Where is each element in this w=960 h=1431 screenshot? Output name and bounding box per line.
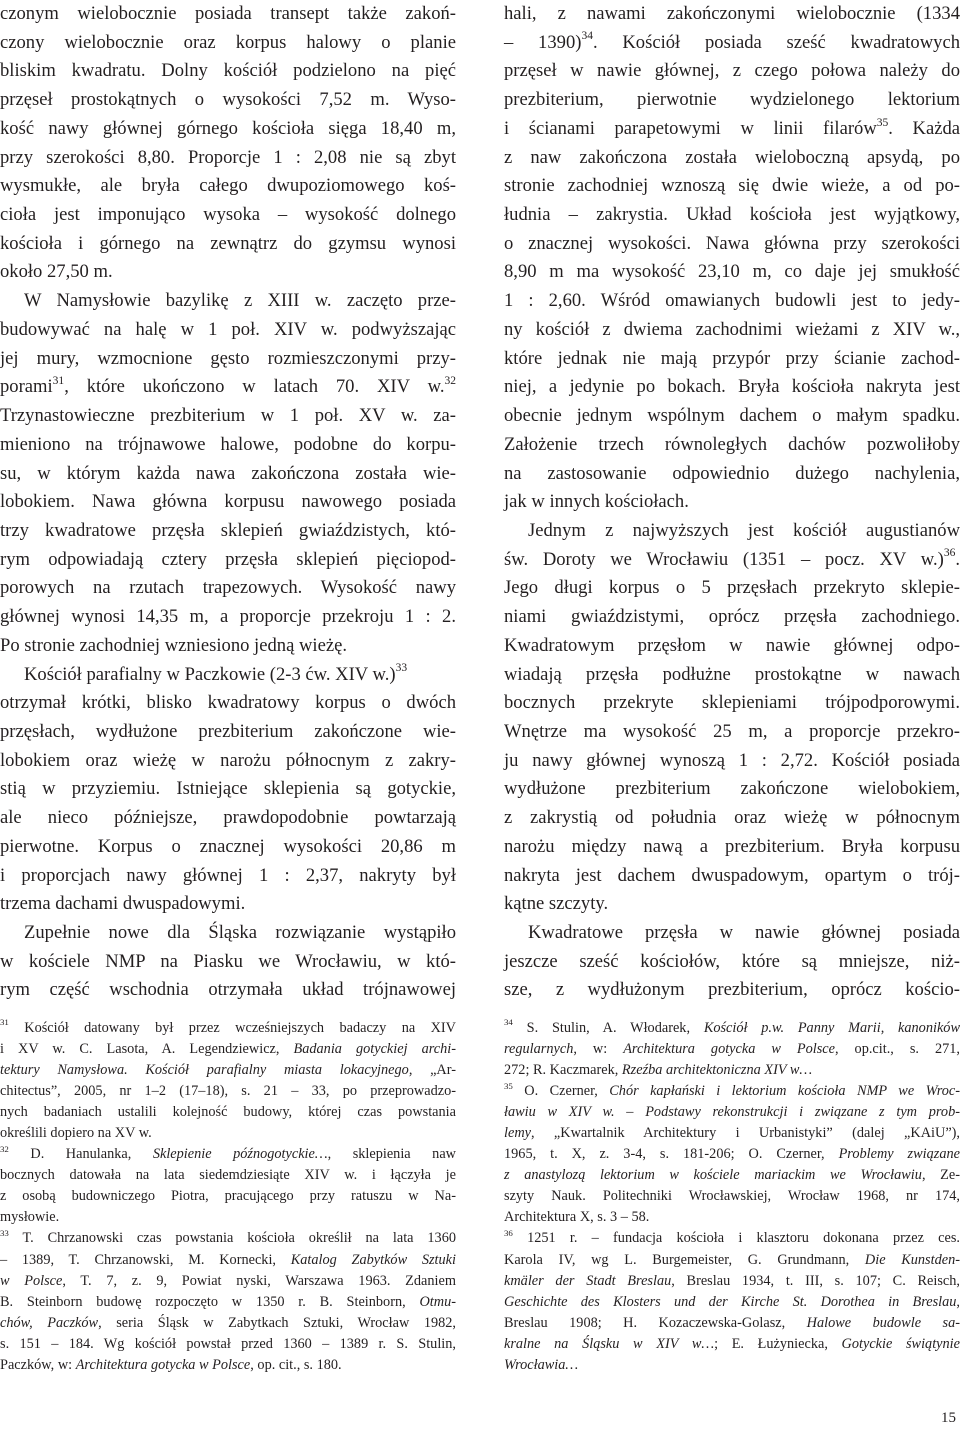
footnote-line: kralne na Śląsku w XIV w…; E. Łużyniecka, Gotyckie świątynie <box>504 1335 960 1352</box>
footnote-line: $^{31}$ Kościół datowany był przez wcześniejszych badaczy na XIV <box>0 1017 456 1036</box>
text-line: Zupełnie nowe dla Śląska rozwiązanie wystąpiło <box>24 922 456 943</box>
footnote-ref: 33 <box>395 662 408 675</box>
text-line: ju nawy głównej wynoszą 1 : 2,72. Kościół posiada <box>504 749 960 771</box>
text-line: Kwadratowym przęsłom w nawie głównej odpo- <box>504 634 960 656</box>
text-line: i ścianami parapetowymi w linii filarów$^{35}$. Każda <box>504 116 960 139</box>
text-line: sze, z wydłużonym prezbiterium, oprócz kościo- <box>504 979 960 1001</box>
text-line: mieniono na trójnawowe halowe, podobne do korpu- <box>0 433 456 455</box>
text-line: narożu między nawą a prezbiterium. Bryła korpusu <box>504 835 960 857</box>
text-line: bliskim kwadratu. Dolny kościół podzielono na pięć <box>0 60 456 82</box>
text-line: Kościół parafialny w Paczkowie (2-3 ćw. XIV w.)$^{33}$ <box>24 662 408 685</box>
text-line: o znacznej wysokości. Nawa główna przy szerokości <box>504 232 960 254</box>
text-line: Założenie trzech równoległych dachów pozwoliłoby <box>504 433 960 455</box>
text-line: 1 : 2,60. Wśród omawianych budowli jest to jedy- <box>504 290 960 312</box>
text-line: które jednak nie mają przypór przy ścianie zachod- <box>504 347 960 369</box>
footnote-line: Geschichte des Klosters und der Kirche St. Dorothea in Breslau, <box>504 1293 960 1310</box>
footnote-ref: 32 <box>444 375 456 388</box>
text-line: rym odpowiadają cztery przęsła sklepień pięciopod- <box>0 548 456 570</box>
text-line: na zastosowanie odpowiednio dużego nachylenia, <box>504 462 960 484</box>
text-line: kość nawy głównej górnego kościoła sięga 18,40 m, <box>0 117 456 139</box>
footnote-line: regularnych, w: Architektura gotycka w Polsce, op.cit., s. 271, <box>504 1041 960 1058</box>
text-line: głównej wynosi 14,35 m, a proporcje przekroju 1 : 2. <box>0 606 456 628</box>
footnote-line: 1965, t. X, z. 3-4, s. 181-206; O. Czerner, Problemy związane <box>504 1146 960 1163</box>
text-line: czony wielobocznie oraz korpus halowy o planie <box>0 31 456 53</box>
text-line: przęsłach, wydłużone prezbiterium zakończone wie- <box>0 720 456 742</box>
text-line: jak w innych kościołach. <box>504 491 689 513</box>
text-line: porami$^{31}$, które ukończono w latach 70. XIV w.$^{32}$ <box>0 375 456 398</box>
text-line: z naw zakończona została wieloboczną apsydą, po <box>504 146 960 168</box>
text-line: Kwadratowe przęsła w nawie głównej posiada <box>528 922 960 943</box>
footnote-line: z anastylozą lektorium w kościele mariackim we Wrocławiu, Ze- <box>504 1167 960 1184</box>
footnote-line: określili dopiero na XV w. <box>0 1125 152 1142</box>
footnote-ref: 31 <box>52 375 65 388</box>
footnote-line: w Polsce, T. 7, z. 9, Powiat nyski, Warszawa 1963. Zdaniem <box>0 1272 456 1289</box>
footnote-line: szyty Nauk. Politechniki Wrocławskiej, Wrocław 1968, nr 174, <box>504 1188 960 1205</box>
footnote-line: mysłowie. <box>0 1209 60 1226</box>
text-line: przęseł w nawie głównej, z czego połowa należy do <box>504 60 960 82</box>
text-line: Jednym z najwyższych jest kościół augustianów <box>528 519 960 541</box>
footnote-line: $^{33}$ T. Chrzanowski czas powstania kościoła określił na lata 1360 <box>0 1227 456 1247</box>
text-line: jej mury, wzmocnione gęsto rozmieszczonymi przy- <box>0 347 456 369</box>
footnote-line: 272; R. Kaczmarek, Rzeźba architektoniczna XIV w… <box>504 1062 813 1079</box>
text-line: budowywać na halę w 1 poł. XIV w. podwyższając <box>0 318 456 340</box>
footnote-line: Wrocławia… <box>504 1356 579 1373</box>
text-line: cioła jest imponująco wysoka – wysokość dolnego <box>0 204 456 226</box>
text-line: nakryta jest dachem dwuspadowym, opartym o trój- <box>504 864 960 886</box>
text-line: hali, z nawami zakończonymi wielobocznie (1334 <box>504 3 960 24</box>
footnote-line: – 1389, T. Chrzanowski, M. Kornecki, Katalog Zabytków Sztuki <box>0 1251 456 1268</box>
footnote-line: chitectus”, 2005, nr 1–2 (17–18), s. 21 – 33, po przeprowadzo- <box>0 1083 456 1100</box>
footnote-line: Breslau 1908; H. Kozaczewska-Golasz, Halowe budowle sa- <box>504 1314 960 1331</box>
text-line: św. Doroty we Wrocławiu (1351 – pocz. XV w.)$^{36}$. <box>504 547 960 570</box>
text-line: ny kościół z dwiema zachodnimi wieżami z XIV w., <box>504 318 960 340</box>
text-line: trzy kwadratowe przęsła sklepień gwiaździstych, któ- <box>0 519 456 541</box>
text-line: otrzymał krótki, blisko kwadratowy korpus o dwóch <box>0 692 456 714</box>
footnote-ref: 34 <box>581 30 593 43</box>
footnote-line: s. 151 – 184. Wg kościół powstał przed 1360 – 1389 r. S. Stulin, <box>0 1335 456 1352</box>
left-text-column <box>0 0 456 1005</box>
text-line: rym część wschodnia otrzymała układ trójnawowej <box>0 979 456 1001</box>
text-line: su, w którym każda nawa zakończona została wie- <box>0 462 456 484</box>
right-text-column <box>504 0 960 1005</box>
text-line: lobokiem. Nawa główna korpusu nawowego posiada <box>0 491 456 513</box>
text-line: bocznych przekryte sklepieniami trójpodporowymi. <box>504 692 960 714</box>
text-line: kątne szczyty. <box>504 893 609 915</box>
footnote-line: z osobą budowniczego Piotra, pracującego przy ratuszu w Na- <box>0 1188 456 1205</box>
text-line: niej, a jedynie po bokach. Bryła kościoła nakryta jest <box>504 376 960 398</box>
footnote-ref: 35 <box>876 116 889 129</box>
footnote-line: bocznych datowała na lata siedemdziesiąte XIV w. i łączyła je <box>0 1167 456 1184</box>
footnotes-right <box>504 1018 960 1376</box>
footnote-line: $^{36}$ 1251 r. – fundacja kościoła i klasztoru dokonana przez ces. <box>504 1227 960 1247</box>
text-line: w kościele NMP na Piasku we Wrocławiu, w któ- <box>0 950 456 972</box>
text-line: kościoła i górnego na zewnątrz do gzymsu wynosi <box>0 232 456 254</box>
footnote-line: lemy, „Kwartalnik Architektury i Urbanistyki” (dalej „KAiU”), <box>504 1125 960 1142</box>
footnote-line: Karola IV, wg L. Burgemeister, G. Grundmann, Die Kunstden- <box>504 1251 960 1268</box>
footnote-line: $^{35}$ O. Czerner, Chór kapłański i lektorium kościoła NMP we Wroc- <box>504 1080 960 1100</box>
footnote-line: ławiu w XIV w. – Podstawy rekonstrukcji i związane z tym prob- <box>504 1104 960 1121</box>
footnote-line: $^{34}$ S. Stulin, A. Włodarek, Kościół p.w. Panny Marii, kanoników <box>504 1017 960 1036</box>
footnote-line: chów, Paczków, seria Śląsk w Zabytkach Sztuki, Wrocław 1982, <box>0 1314 456 1331</box>
footnote-line: kmäler der Stadt Breslau, Breslau 1934, t. III, s. 107; C. Reisch, <box>504 1272 960 1289</box>
text-line: stią w przyziemiu. Istniejące sklepienia są gotyckie, <box>0 778 456 800</box>
footnote-ref: 36 <box>943 547 956 560</box>
text-line: wydłużone prezbiterium zakończone wielobokiem, <box>504 778 960 800</box>
page-number: 15 <box>941 1410 956 1426</box>
text-line: trzema dachami dwuspadowymi. <box>0 893 246 915</box>
text-line: porowych na rzutach trapezowych. Wysokość nawy <box>0 577 456 599</box>
footnote-line: B. Steinborn budowę rozpoczęto w 1350 r. B. Steinborn, Otmu- <box>0 1293 456 1310</box>
text-line: 8,90 m ma wysokość 23,10 m, co daje jej smukłość <box>504 261 960 283</box>
footnote-line: i XV w. C. Lasota, A. Legendziewicz, Badania gotyckiej archi- <box>0 1041 456 1058</box>
text-line: około 27,50 m. <box>0 261 113 283</box>
text-line: wysmukłe, ale bryła całego dwupoziomowego koś- <box>0 175 456 197</box>
text-line: obecnie jednym wspólnym dachem o małym spadku. <box>504 405 960 427</box>
text-line: jeszcze sześć kościołów, które są mniejsze, niż- <box>504 950 960 972</box>
text-line: Wnętrze ma wysokość 25 m, a proporcje przekro- <box>504 720 960 742</box>
text-line: Trzynastowieczne prezbiterium w 1 poł. XV w. za- <box>0 405 456 427</box>
footnotes-left <box>0 1018 456 1376</box>
text-line: i proporcjach nawy głównej 1 : 2,37, nakryty był <box>0 864 456 886</box>
text-line: – 1390)$^{34}$. Kościół posiada sześć kwadratowych <box>504 30 960 53</box>
text-line: stronie zachodniej wznoszą się dwie wieże, a od po- <box>504 175 960 197</box>
text-line: Po stronie zachodniej wzniesiono jedną wieżę. <box>0 634 347 656</box>
text-line: przy szerokości 8,80. Proporcje 1 : 2,08 nie są zbyt <box>0 146 456 168</box>
text-line: wiadają przęsła podłużne prostokątne w nawach <box>504 663 960 685</box>
text-line: prezbiterium, pierwotnie wydzielonego lektorium <box>504 89 960 111</box>
text-line: W Namysłowie bazylikę z XIII w. zaczęto prze- <box>24 290 456 312</box>
text-line: przęseł prostokątnych o wysokości 7,52 m. Wyso- <box>0 89 456 111</box>
footnote-line: Architektura X, s. 3 – 58. <box>504 1209 650 1226</box>
text-line: ale nieco późniejsze, prawdopodobnie powtarzają <box>0 807 456 829</box>
text-line: czonym wielobocznie posiada transept także zakoń- <box>0 3 456 24</box>
text-line: z zakrystią od południa oraz wieżę w północnym <box>504 807 960 829</box>
footnote-line: Paczków, w: Architektura gotycka w Polsce, op. cit., s. 180. <box>0 1356 342 1373</box>
text-line: lobokiem oraz wieżę w narożu północnym z zakry- <box>0 749 456 771</box>
text-line: Jego długi korpus o 5 przęsłach przekryto sklepie- <box>504 577 960 599</box>
text-line: niami gwiaździstymi, oprócz przęsła zachodniego. <box>504 606 960 628</box>
footnote-line: nych badaniach ustalili kolejność budowy, której czas powstania <box>0 1104 456 1121</box>
text-line: łudnia – zakrystia. Układ kościoła jest wyjątkowy, <box>504 204 960 226</box>
footnote-line: tektury Namysłowa. Kościół parafialny miasta lokacyjnego, „Ar- <box>0 1062 456 1079</box>
text-line: pierwotne. Korpus o znacznej wysokości 20,86 m <box>0 835 456 857</box>
footnote-line: $^{32}$ D. Hanulanka, Sklepienie późnogotyckie…, sklepienia naw <box>0 1143 456 1163</box>
